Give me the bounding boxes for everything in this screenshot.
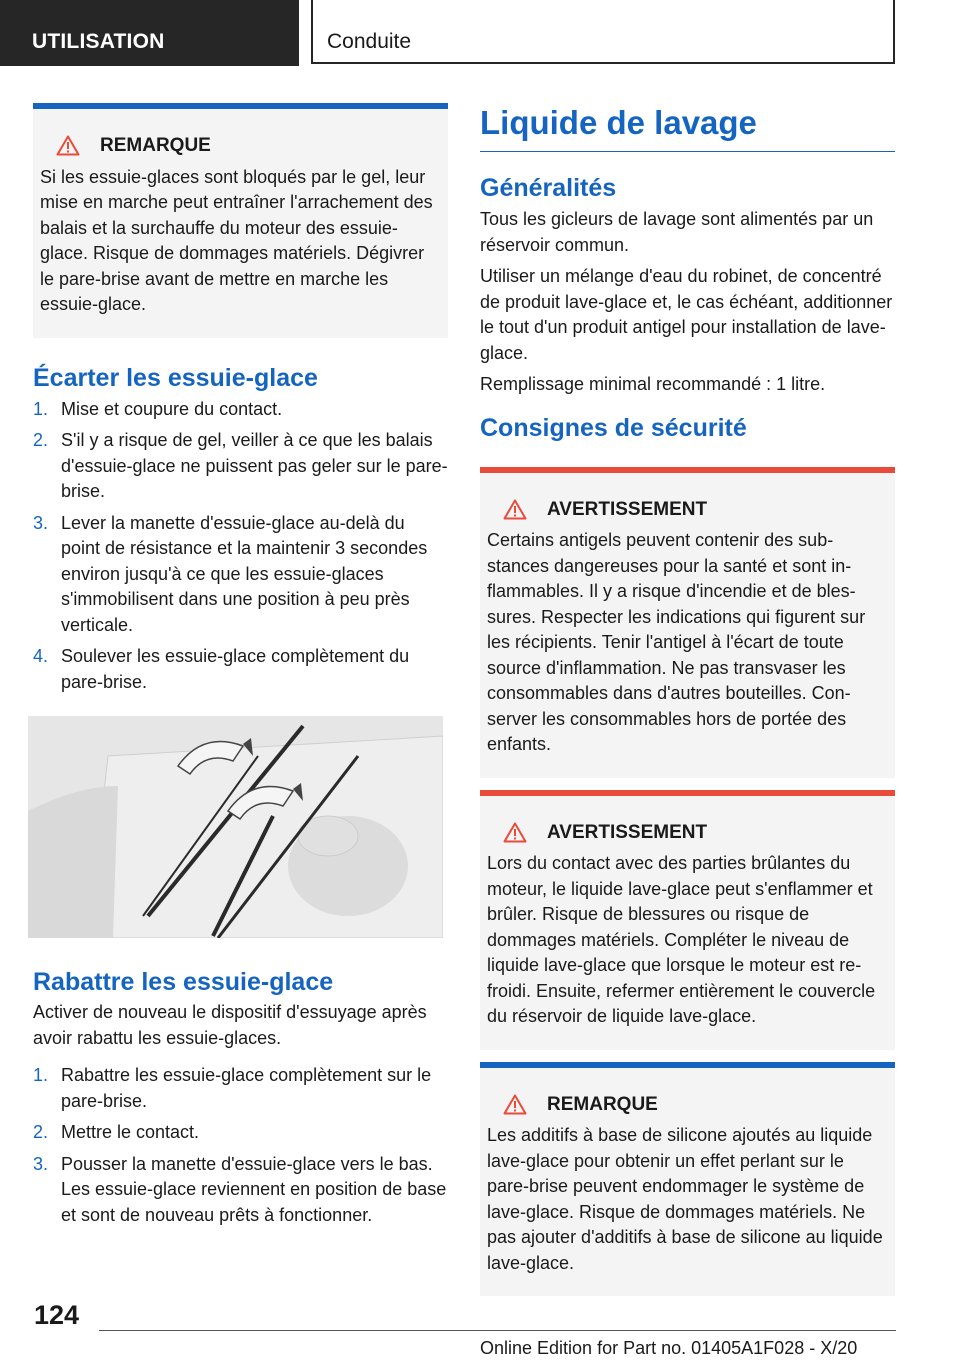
list-item (33, 644, 448, 695)
list-item (33, 428, 448, 505)
section-title-fold-wipers: Rabattre les essuie-glace (33, 968, 334, 996)
left-column (33, 103, 448, 1234)
warning-title-row (487, 497, 888, 523)
step-number: 1. (33, 1065, 49, 1085)
wiper-illustration (28, 716, 443, 938)
notice-body: Les additifs à base de silicone ajoutés au liquide lave-glace pour obtenir un effet perlant sur le pare-brise peuvent endommager le système de lave-glace. Risque de dommages matériels. Ne pas ajouter d'additifs à base de silicone au liquide lave-glace. (487, 1125, 883, 1273)
step-text: S'il y a risque de gel, veiller à ce que les balais d'essuie-glace ne puissent pas geler sur le pare-brise. (61, 430, 448, 501)
paragraph: Remplissage minimal recommandé : 1 litre. (480, 374, 826, 394)
step-number: 2. (33, 1122, 49, 1142)
list-item (33, 1152, 448, 1229)
page-number: 124 (34, 1300, 80, 1330)
header-section-label: UTILISATION (32, 30, 165, 53)
list-item (33, 511, 448, 639)
notice-box-silicone (480, 1062, 895, 1297)
notice-title: REMARQUE (547, 1093, 658, 1115)
notice-title-row (40, 133, 441, 159)
footer-edition: Online Edition for Part no. 01405A1F028 - X/20 (480, 1338, 858, 1358)
step-number: 2. (33, 430, 49, 450)
footer-rule (99, 1330, 896, 1331)
section-title-safety: Consignes de sécurité (480, 413, 747, 442)
step-number: 1. (33, 398, 49, 419)
notice-body: Si les essuie-glaces sont bloqués par le gel, leur mise en marche peut entraîner l'arrachement des balais et la surchauffe du moteur des essuie-glace. Risque de dommages matériels. Dégivrer le pare-brise avant de mettre en marche les essuie-glace. (40, 166, 433, 314)
list-item (33, 1063, 448, 1114)
step-number: 4. (33, 646, 49, 666)
step-text: Rabattre les essuie-glace complètement sur le pare-brise. (61, 1065, 432, 1111)
step-text: Soulever les essuie-glace complètement du pare-brise. (61, 646, 410, 692)
section-title-general: Généralités (480, 174, 617, 202)
steps-fold-wipers (33, 1063, 448, 1228)
step-number: 3. (33, 512, 49, 533)
warning-box-antifreeze (480, 467, 895, 778)
notice-title-row (487, 1092, 888, 1118)
warning-box-hot-engine (480, 790, 895, 1050)
section-title-raise-wipers: Écarter les essuie-glace (33, 363, 318, 392)
windshield-wiper-drawing (28, 716, 443, 938)
list-item (33, 1120, 448, 1146)
step-text: Pousser la manette d'essuie-glace vers le bas. Les essuie-glace reviennent en position de base et sont de nouveau prêts à fonctionner. (61, 1153, 447, 1225)
header-chapter-label: Conduite (327, 30, 412, 53)
warning-body: Lors du contact avec des parties brûlantes du moteur, le liquide lave-glace peut s'enflammer et brûler. Risque de blessures ou risque de dommages matériels. Compléter le niveau de liquide lave-glace que lorsque le moteur est refroidi. Ensuite, refermer entièrement le couvercle du réservoir de liquide lave-glace. (487, 853, 876, 1026)
page-title: Liquide de lavage (480, 103, 895, 152)
warning-title: AVERTISSEMENT (547, 821, 708, 843)
warning-triangle-icon (56, 135, 80, 156)
header-section-tab (0, 0, 299, 66)
step-text: Mettre le contact. (61, 1122, 200, 1142)
step-text: Mise et coupure du contact. (61, 398, 283, 419)
warning-triangle-icon (503, 1094, 527, 1115)
step-text: Lever la manette d'essuie-glace au-delà du point de résistance et la maintenir 3 secondes environ jusqu'à ce que les essuie-glaces s'immobilisent dans une position à peu près verticale. (61, 512, 428, 635)
warning-triangle-icon (503, 499, 527, 520)
paragraph: Utiliser un mélange d'eau du robinet, de concentré de produit lave-glace et, le cas échéant, additionner le tout d'un produit antigel pour installation de lave-glace. (480, 266, 893, 363)
warning-title-row (487, 820, 888, 846)
list-item (33, 397, 448, 423)
warning-body: Certains antigels peuvent contenir des substances dangereuses pour la santé et sont inflammables. Il y a risque d'incendie et de blessures. Respecter les indications qui figurent sur les récipients. Tenir l'antigel à l'écart de toute source d'inflammation. Ne pas transvaser les consommables dans d'autres bouteilles. Conserver les consommables hors de portée des enfants. (487, 530, 866, 754)
right-column (480, 103, 895, 1296)
step-number: 3. (33, 1153, 49, 1174)
notice-box-frost (33, 103, 448, 338)
steps-raise-wipers (33, 397, 448, 696)
section-intro: Activer de nouveau le dispositif d'essuyage après avoir rabattu les essuie-glaces. (33, 1002, 427, 1048)
header-chapter-tab (311, 0, 895, 64)
notice-title: REMARQUE (100, 135, 211, 156)
warning-triangle-icon (503, 822, 527, 843)
warning-title: AVERTISSEMENT (547, 498, 708, 520)
paragraph: Tous les gicleurs de lavage sont alimentés par un réservoir commun. (480, 209, 874, 255)
